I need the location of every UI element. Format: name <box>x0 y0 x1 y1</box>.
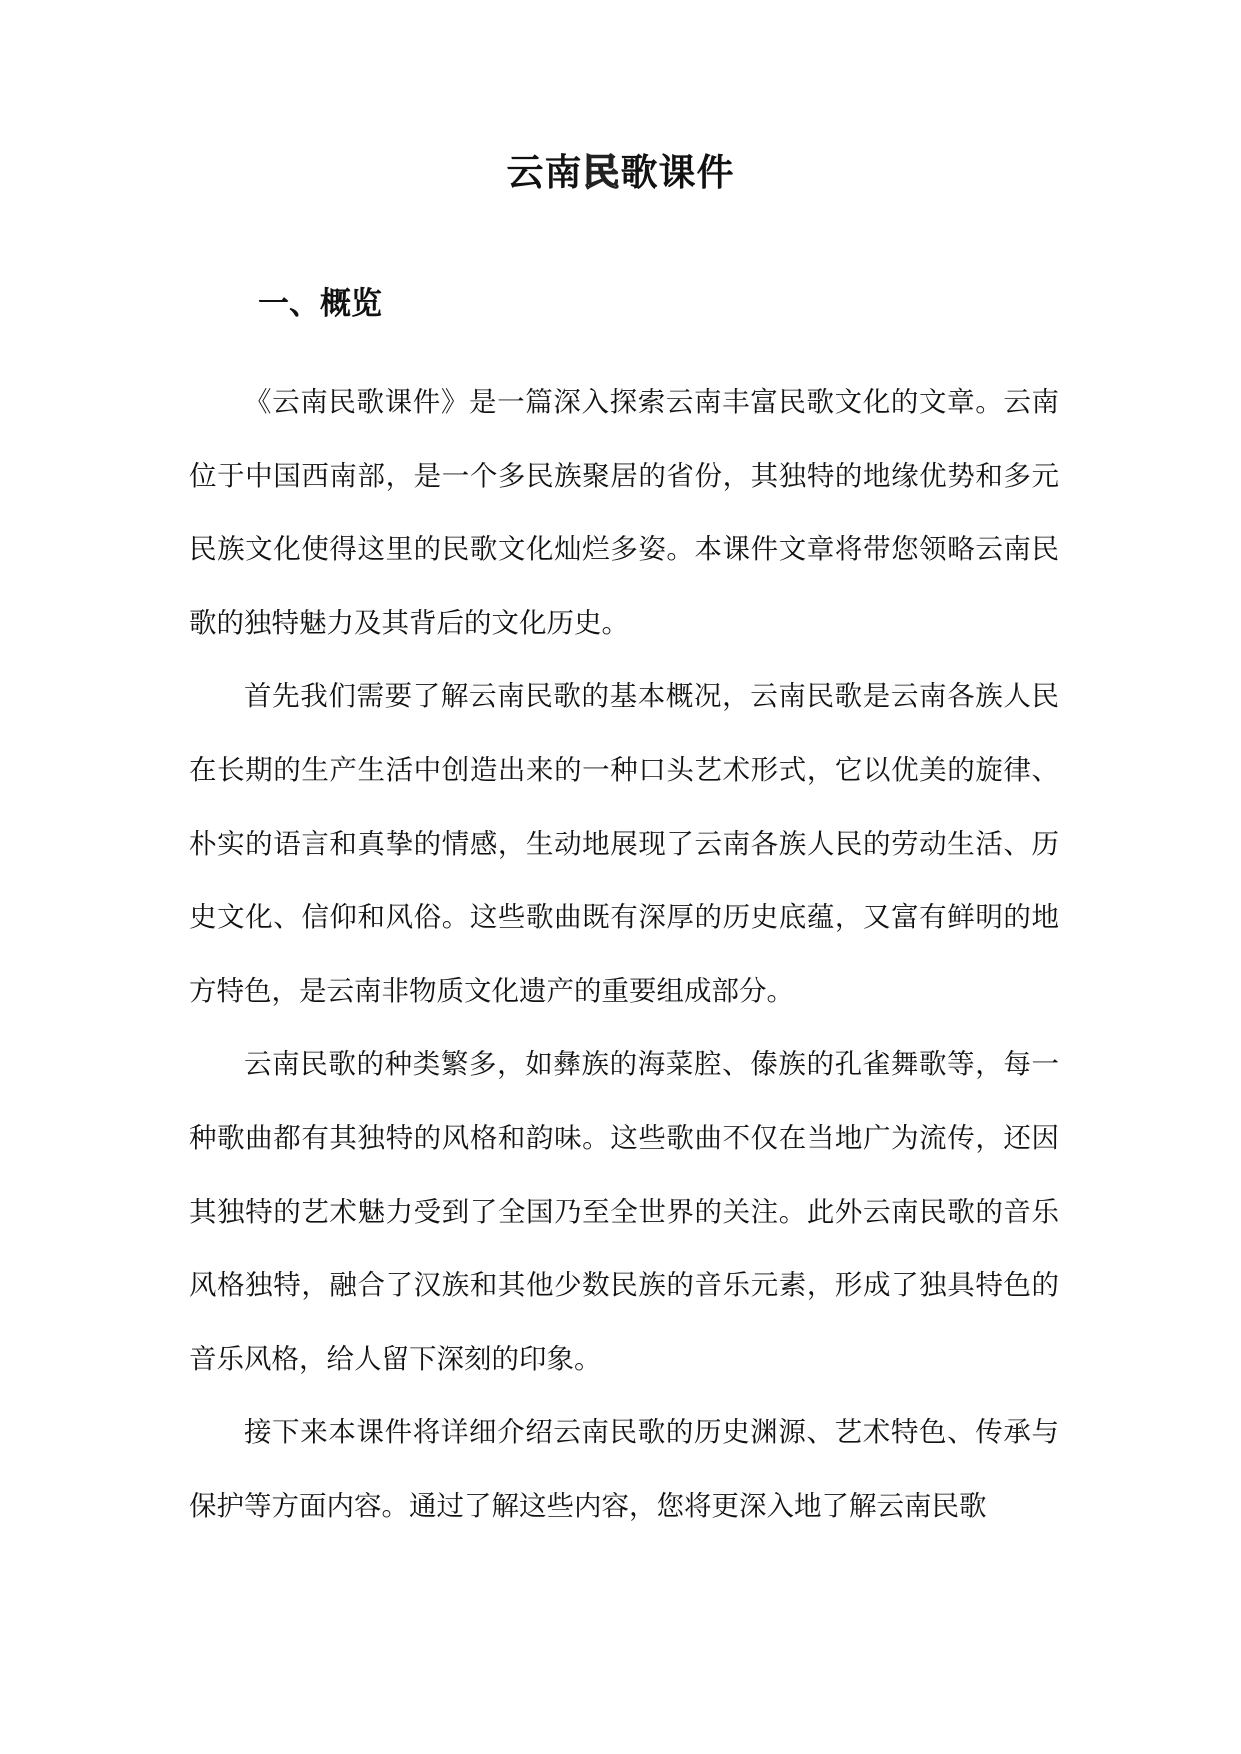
title-part-1: 云南 <box>506 151 583 194</box>
paragraph-3: 云南民歌的种类繁多，如彝族的海菜腔、傣族的孔雀舞歌等，每一种歌曲都有其独特的风格和韵味。这些歌曲不仅在当地广为流传，还因其独特的艺术魅力受到了全国乃至全世界的关注。此外云南民歌的音乐风格独特，融合了汉族和其他少数民族的音乐元素，形成了独具特色的音乐风格，给人留下深刻的印象。 <box>189 1048 1059 1375</box>
title-part-2-outlined: 民 <box>582 151 621 194</box>
paragraph-1: 《云南民歌课件》是一篇深入探索云南丰富民歌文化的文章。云南位于中国西南部，是一个多民族聚居的省份，其独特的地缘优势和多元民族文化使得这里的民歌文化灿烂多姿。本课件文章将带您领略云南民歌的独特魅力及其背后的文化历史。 <box>189 386 1059 639</box>
body-text <box>189 366 1059 1544</box>
paragraph-4: 接下来本课件将详细介绍云南民歌的历史渊源、艺术特色、传承与保护等方面内容。通过了解这些内容，您将更深入地了解云南民歌 <box>189 1416 1059 1522</box>
paragraph-2: 首先我们需要了解云南民歌的基本概况，云南民歌是云南各族人民在长期的生产生活中创造出来的一种口头艺术形式，它以优美的旋律、朴实的语言和真挚的情感，生动地展现了云南各族人民的劳动生活、历史文化、信仰和风俗。这些歌曲既有深厚的历史底蕴，又富有鲜明的地方特色，是云南非物质文化遗产的重要组成部分。 <box>189 680 1059 1007</box>
title-part-3: 歌课件 <box>620 151 735 194</box>
page-title <box>0 148 1241 198</box>
section-heading: 一、概览 <box>258 286 382 322</box>
